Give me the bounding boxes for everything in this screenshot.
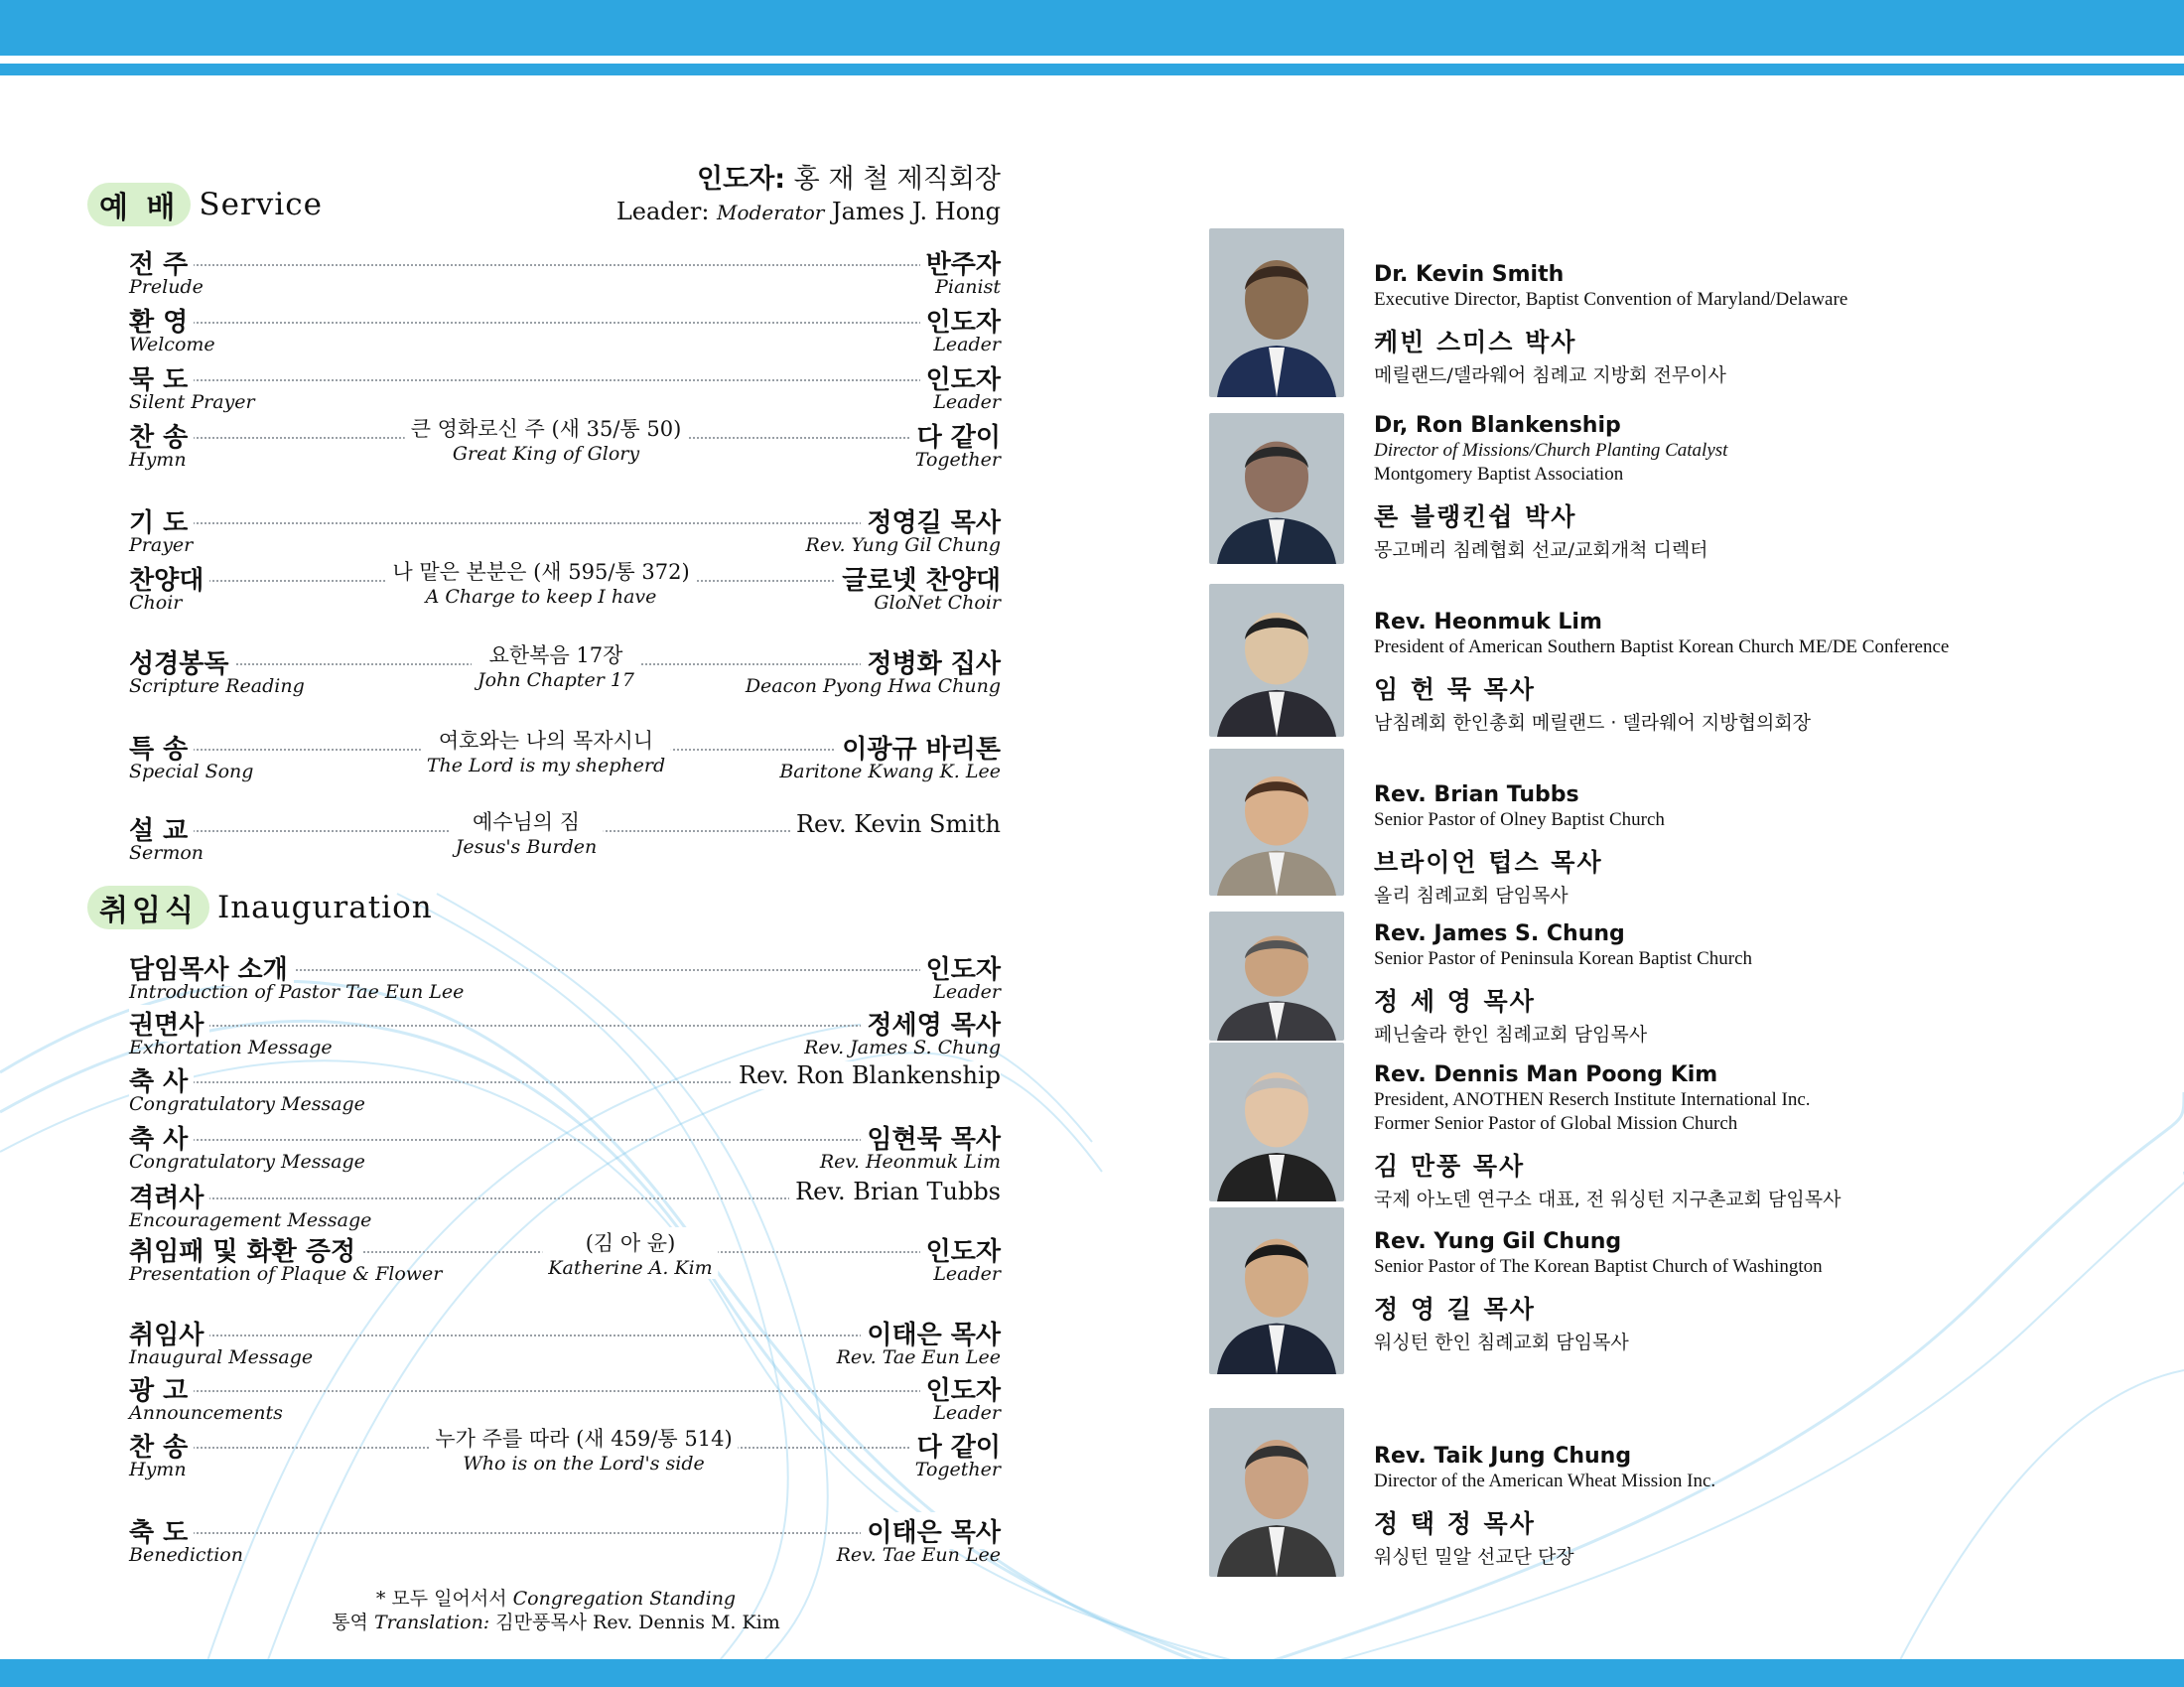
service-item-person: 다 같이 (911, 417, 1001, 454)
speaker-title: Director of Missions/Church Planting Catalyst (1374, 440, 1728, 461)
inauguration-item-title-ko: 권면사 (129, 1005, 209, 1042)
service-item-detail-en: Great King of Glory (452, 443, 640, 465)
service-item-person: 이광규 바리톤 (836, 729, 1001, 766)
inauguration-item-person: 정세영 목사 (861, 1005, 1001, 1042)
speaker-info (1374, 921, 1752, 1047)
speaker-profile (1209, 1408, 2162, 1577)
footnote-translation-ko: 통역 (332, 1612, 374, 1633)
footnote-standing-ko: * 모두 일어서서 (375, 1588, 513, 1610)
speaker-name-ko: 정 영 길 목사 (1374, 1295, 1536, 1324)
inauguration-item-detail-ko: (김 아 윤) (585, 1231, 676, 1255)
leader-role: Moderator (717, 201, 825, 224)
speaker-name-ko: 정 택 정 목사 (1374, 1509, 1536, 1538)
service-item-title-ko: 기 도 (129, 502, 194, 539)
speaker-name-ko: 론 블랭킨쉽 박사 (1374, 502, 1577, 531)
inauguration-item-title-ko: 광 고 (129, 1370, 194, 1407)
inauguration-item-person: 인도자 (920, 949, 1001, 986)
speaker-profile (1209, 749, 2162, 907)
top-banner-stripe (0, 64, 2184, 75)
inauguration-item-person-en: Rev. James S. Chung (804, 1037, 1001, 1058)
service-item-detail (450, 806, 604, 858)
service-item-detail-en: Jesus's Burden (455, 836, 598, 858)
speaker-info (1374, 262, 1847, 387)
portrait-photo-icon (1209, 1043, 1344, 1201)
leader-prefix: Leader: (615, 198, 718, 225)
service-item-person-en: Baritone Kwang K. Lee (779, 761, 1001, 782)
speaker-info (1374, 610, 1949, 735)
speaker-info (1374, 1444, 1715, 1569)
service-item-person-en: Leader (933, 334, 1001, 355)
speaker-title: President of American Southern Baptist Korean Church ME/DE Conference (1374, 636, 1950, 657)
speaker-title-ko: 워싱턴 밀알 선교단 단장 (1374, 1546, 1574, 1568)
inauguration-item-title-en: Exhortation Message (129, 1037, 333, 1058)
portrait-photo-icon (1209, 413, 1344, 564)
service-item-title-en: Prayer (129, 534, 194, 556)
speaker-info (1374, 1062, 1841, 1211)
inauguration-item-title-en: Inaugural Message (129, 1346, 314, 1368)
inauguration-item-title-en: Congratulatory Message (129, 1151, 365, 1173)
service-item-title-ko: 전 주 (129, 244, 194, 281)
inauguration-item-title-ko: 취임사 (129, 1315, 209, 1351)
service-item-person: 정영길 목사 (861, 502, 1001, 539)
service-title-ko: 예 배 (87, 183, 191, 226)
service-item-detail-en: The Lord is my shepherd (426, 755, 666, 776)
bottom-banner-bar (0, 1659, 2184, 1687)
speaker-title: Former Senior Pastor of Global Mission Church (1374, 1113, 1738, 1134)
speaker-profile (1209, 228, 2162, 397)
service-item-detail-en: John Chapter 17 (477, 669, 635, 691)
speaker-title: Executive Director, Baptist Convention of Maryland/Delaware (1374, 289, 1848, 310)
service-item-title-ko: 환 영 (129, 302, 194, 339)
speaker-name: Rev. Yung Gil Chung (1374, 1229, 1622, 1254)
portrait-photo-icon (1209, 1207, 1344, 1374)
inauguration-item-person: 이태은 목사 (861, 1512, 1001, 1549)
service-item-detail-ko: 여호와는 나의 목자시니 (438, 729, 654, 753)
inauguration-title-ko: 취임식 (87, 886, 209, 929)
service-leader-block (616, 157, 1001, 225)
inauguration-item-title-ko: 축 도 (129, 1512, 194, 1549)
speaker-profile (1209, 912, 2162, 1046)
speaker-name: Dr. Kevin Smith (1374, 262, 1565, 287)
service-item-detail (421, 725, 671, 776)
speaker-title-ko: 국제 아노덴 연구소 대표, 전 워싱턴 지구촌교회 담임목사 (1374, 1189, 1842, 1210)
service-item-detail-en: A Charge to keep I have (425, 586, 657, 608)
portrait-photo-icon (1209, 1408, 1344, 1577)
inauguration-item-title-ko: 찬 송 (129, 1427, 194, 1464)
top-banner-bar (0, 0, 2184, 56)
inauguration-item-person-en: Together (914, 1459, 1001, 1480)
service-item-title-en: Silent Prayer (129, 391, 255, 413)
inauguration-item-title-en: Announcements (129, 1402, 283, 1424)
inauguration-item-title-en: Hymn (129, 1459, 187, 1480)
inauguration-item-person: 인도자 (920, 1231, 1001, 1268)
inauguration-item-title-en: Introduction of Pastor Tae Eun Lee (129, 981, 465, 1003)
speaker-name: Rev. Brian Tubbs (1374, 782, 1579, 807)
inauguration-item-person: 인도자 (920, 1370, 1001, 1407)
speaker-title-ko: 워싱턴 한인 침례교회 담임목사 (1374, 1332, 1629, 1353)
service-item-title-en: Hymn (129, 449, 187, 471)
service-item-person-en: Deacon Pyong Hwa Chung (745, 675, 1001, 697)
service-item-person: Rev. Kevin Smith (790, 810, 1001, 838)
dotted-leader (129, 1390, 1001, 1392)
service-item-person-en: Leader (933, 391, 1001, 413)
inauguration-item-detail-en: Who is on the Lord's side (463, 1453, 705, 1475)
service-item-person: 인도자 (920, 359, 1001, 396)
speaker-title-ko: 페닌술라 한인 침례교회 담임목사 (1374, 1024, 1648, 1046)
speaker-name: Dr, Ron Blankenship (1374, 413, 1621, 438)
inauguration-item-detail-ko: 누가 주를 따라 (새 459/통 514) (435, 1427, 733, 1451)
service-item-detail (405, 413, 688, 465)
speaker-title: President, ANOTHEN Reserch Institute International Inc. (1374, 1089, 1811, 1110)
inauguration-item-person-en: Rev. Tae Eun Lee (836, 1544, 1001, 1566)
footnote-translation-en: Translation: (373, 1612, 490, 1633)
service-item-person: 인도자 (920, 302, 1001, 339)
inauguration-item-title-ko: 축 사 (129, 1061, 194, 1098)
speaker-info (1374, 782, 1665, 908)
speaker-title: Senior Pastor of Olney Baptist Church (1374, 809, 1665, 830)
speaker-name-ko: 임 헌 묵 목사 (1374, 675, 1536, 704)
service-item-title-ko: 찬양대 (129, 560, 209, 597)
service-item-title-ko: 특 송 (129, 729, 194, 766)
speaker-profile (1209, 584, 2162, 737)
speaker-name-ko: 김 만풍 목사 (1374, 1152, 1526, 1181)
service-item-detail-ko: 큰 영화로신 주 (새 35/통 50) (410, 417, 682, 441)
service-item-person: 글로넷 찬양대 (836, 560, 1001, 597)
speaker-title: Senior Pastor of The Korean Baptist Church of Washington (1374, 1256, 1823, 1277)
inauguration-item-title-en: Encouragement Message (129, 1209, 372, 1231)
inauguration-item-detail (542, 1227, 718, 1279)
service-item-title-en: Prelude (129, 276, 204, 298)
speaker-title-ko: 몽고메리 침례협회 선교/교회개척 디렉터 (1374, 539, 1708, 561)
speaker-name: Rev. Heonmuk Lim (1374, 610, 1602, 634)
inauguration-item-person: 임현묵 목사 (861, 1119, 1001, 1156)
inauguration-item-person: 이태은 목사 (861, 1315, 1001, 1351)
speaker-profile (1209, 1207, 2162, 1374)
inauguration-item-person-en: Leader (933, 1263, 1001, 1285)
speaker-name: Rev. Taik Jung Chung (1374, 1444, 1632, 1469)
footnote-standing-en: Congregation Standing (512, 1588, 737, 1610)
leader-label: 인도자: (697, 164, 786, 195)
service-item-title-ko: 설 교 (129, 810, 194, 847)
inauguration-item-title-en: Congratulatory Message (129, 1093, 365, 1115)
portrait-photo-icon (1209, 749, 1344, 896)
service-item-title-ko: 묵 도 (129, 359, 194, 396)
inauguration-item-person: 다 같이 (911, 1427, 1001, 1464)
service-item-person-en: Rev. Yung Gil Chung (805, 534, 1001, 556)
inauguration-item-title-ko: 축 사 (129, 1119, 194, 1156)
service-item-title-en: Scripture Reading (129, 675, 305, 697)
inauguration-item-title-ko: 격려사 (129, 1178, 209, 1214)
portrait-photo-icon (1209, 228, 1344, 397)
speaker-name: Rev. Dennis Man Poong Kim (1374, 1062, 1718, 1087)
inauguration-item-person-en: Rev. Tae Eun Lee (836, 1346, 1001, 1368)
inauguration-item-person-en: Leader (933, 1402, 1001, 1424)
speaker-name-ko: 정 세 영 목사 (1374, 987, 1536, 1016)
service-item-title-ko: 성경봉독 (129, 643, 234, 680)
service-item-person: 반주자 (920, 244, 1001, 281)
speaker-title: Director of the American Wheat Mission Inc. (1374, 1471, 1716, 1491)
inauguration-item-title-en: Benediction (129, 1544, 243, 1566)
service-item-person-en: Pianist (935, 276, 1001, 298)
service-item-detail-ko: 나 맡은 본분은 (새 595/통 372) (392, 560, 690, 584)
inauguration-item-detail (429, 1423, 738, 1475)
speaker-info (1374, 1229, 1823, 1354)
speaker-title: Montgomery Baptist Association (1374, 464, 1624, 485)
speaker-title-ko: 메릴랜드/델라웨어 침례교 지방회 전무이사 (1374, 364, 1726, 386)
inauguration-title-en: Inauguration (216, 890, 433, 925)
inauguration-item-person: Rev. Brian Tubbs (789, 1178, 1001, 1205)
inauguration-item-title-ko: 담임목사 소개 (129, 949, 294, 986)
portrait-photo-icon (1209, 584, 1344, 737)
speaker-name-ko: 브라이언 텁스 목사 (1374, 848, 1603, 877)
inauguration-item-person-en: Leader (933, 981, 1001, 1003)
speaker-info (1374, 413, 1727, 562)
inauguration-item-person: Rev. Ron Blankenship (733, 1061, 1001, 1089)
leader-value: 홍 재 철 제직회장 (785, 164, 1001, 195)
service-item-detail (386, 556, 695, 608)
dotted-leader (129, 264, 1001, 266)
service-item-title-en: Sermon (129, 842, 205, 864)
speaker-name: Rev. James S. Chung (1374, 921, 1625, 946)
service-item-title-en: Welcome (129, 334, 215, 355)
service-title-en: Service (199, 187, 323, 222)
inauguration-item-title-en: Presentation of Plaque & Flower (129, 1263, 443, 1285)
service-item-person-en: GloNet Choir (874, 592, 1001, 614)
program-footnote (332, 1587, 780, 1634)
service-item-title-en: Special Song (129, 761, 254, 782)
service-item-detail (472, 639, 640, 691)
speaker-name-ko: 케빈 스미스 박사 (1374, 328, 1577, 356)
speaker-title: Senior Pastor of Peninsula Korean Baptist Church (1374, 948, 1753, 969)
portrait-photo-icon (1209, 912, 1344, 1041)
inauguration-item-title-ko: 취임패 및 화환 증정 (129, 1231, 361, 1268)
inauguration-item-person-en: Rev. Heonmuk Lim (819, 1151, 1001, 1173)
inauguration-item-detail-en: Katherine A. Kim (548, 1257, 713, 1279)
speaker-profile (1209, 413, 2162, 564)
dotted-leader (129, 322, 1001, 324)
leader-name: James J. Hong (824, 198, 1001, 225)
service-item-detail-ko: 예수님의 짐 (472, 810, 581, 834)
speaker-profile (1209, 1043, 2162, 1210)
service-item-person-en: Together (914, 449, 1001, 471)
speaker-title-ko: 남침례회 한인총회 메릴랜드 · 델라웨어 지방협의회장 (1374, 712, 1812, 734)
inauguration-section-heading (87, 886, 433, 929)
service-section-heading (87, 183, 323, 226)
service-item-person: 정병화 집사 (861, 643, 1001, 680)
speaker-title-ko: 올리 침례교회 담임목사 (1374, 885, 1569, 907)
service-item-title-ko: 찬 송 (129, 417, 194, 454)
service-item-detail-ko: 요한복음 17장 (488, 643, 623, 667)
dotted-leader (129, 379, 1001, 381)
footnote-translator: 김만풍목사 Rev. Dennis M. Kim (489, 1612, 780, 1633)
service-item-title-en: Choir (129, 592, 183, 614)
